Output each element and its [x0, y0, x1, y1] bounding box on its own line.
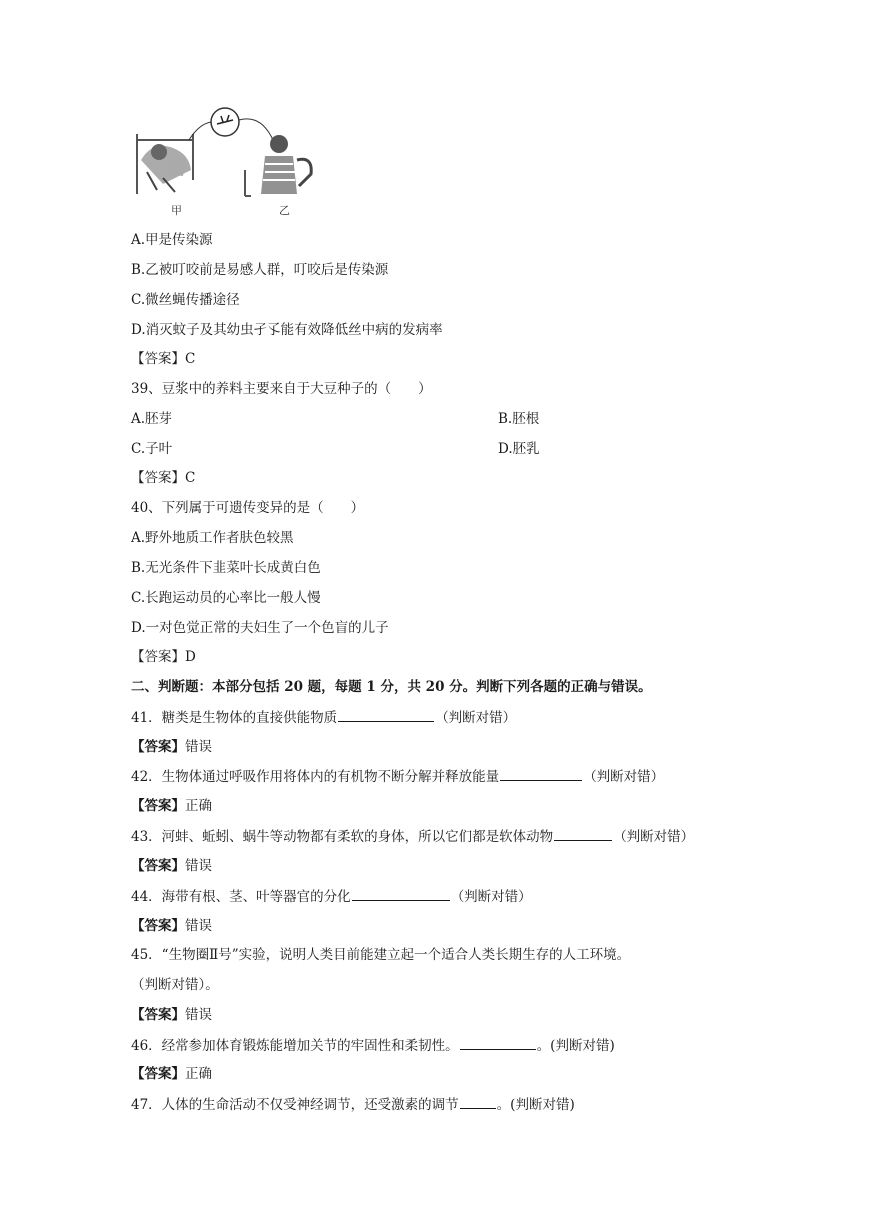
q42-answer: [131, 796, 212, 816]
q40-option-a: A.野外地质工作者肤色较黑: [131, 530, 294, 546]
q40-option-b: B.无光条件下韭菜叶长成黄白色: [131, 560, 321, 576]
q41-answer: [131, 737, 212, 757]
q47-line: [131, 1094, 575, 1115]
q45-stem-cont: （判断对错）。: [131, 977, 219, 993]
q41-answer-label: 【答案】: [131, 739, 185, 755]
figure-label-yi: 乙: [279, 204, 290, 217]
q46-stem: 46．经常参加体育锻炼能增加关节的牢固性和柔韧性。: [131, 1038, 459, 1054]
q38-option-c: C.微丝蝇传播途径: [131, 292, 240, 308]
q43-answer-value: 错误: [185, 858, 212, 874]
q39-stem: 39、豆浆中的养料主要来自于大豆种子的（ ）: [131, 381, 432, 397]
q44-answer-value: 错误: [185, 918, 212, 934]
q43-line: [131, 826, 694, 847]
q43-answer-blank[interactable]: [554, 826, 612, 841]
mosquito-transmission-figure: [133, 100, 319, 220]
q40-answer: 【答案】D: [131, 649, 196, 665]
q45-answer-label: 【答案】: [131, 1007, 185, 1023]
q38-option-a: A.甲是传染源: [131, 232, 213, 248]
q41-answer-value: 错误: [185, 739, 212, 755]
q43-answer-label: 【答案】: [131, 858, 185, 874]
q42-answer-value: 正确: [185, 798, 212, 814]
q42-line: [131, 766, 664, 787]
q45-answer: [131, 1005, 212, 1025]
q44-stem: 44．海带有根、茎、叶等器官的分化: [131, 889, 351, 905]
q40-stem: 40、下列属于可遗传变异的是（ ）: [131, 500, 365, 516]
q44-answer-label: 【答案】: [131, 918, 185, 934]
q41-suffix: （判断对错）: [435, 710, 517, 726]
q42-suffix: （判断对错）: [583, 769, 665, 785]
q39-option-a: A.胚芽: [131, 411, 173, 427]
q39-option-d: D.胚乳: [498, 441, 540, 457]
q47-stem: 47．人体的生命活动不仅受神经调节，还受激素的调节: [131, 1097, 459, 1113]
q41-answer-blank[interactable]: [338, 707, 434, 722]
q38-option-d: D.消灭蚊子及其幼虫孑孓能有效降低丝中病的发病率: [131, 322, 443, 338]
q40-option-c: C.长跑运动员的心率比一般人慢: [131, 590, 321, 606]
q47-suffix: 。(判断对错): [496, 1097, 575, 1113]
q47-answer-blank[interactable]: [460, 1094, 496, 1109]
q43-suffix: （判断对错）: [613, 829, 695, 845]
q46-answer-value: 正确: [185, 1066, 212, 1082]
figure-label-jia: 甲: [171, 204, 182, 217]
q42-stem: 42．生物体通过呼吸作用将体内的有机物不断分解并释放能量: [131, 769, 500, 785]
q40-option-d: D.一对色觉正常的夫妇生了一个色盲的儿子: [131, 620, 389, 636]
q44-line: [131, 886, 532, 907]
q39-answer: 【答案】C: [131, 470, 196, 486]
q41-stem: 41．糖类是生物体的直接供能物质: [131, 710, 338, 726]
q39-option-c: C.子叶: [131, 441, 173, 457]
q46-answer: [131, 1064, 212, 1084]
q45-stem: 45．“生物圈Ⅱ号”实验，说明人类目前能建立起一个适合人类长期生存的人工环境。: [131, 947, 631, 963]
section2-heading: 二、判断题：本部分包括 20 题，每题 1 分，共 20 分。判断下列各题的正确与错误。: [131, 679, 652, 695]
q44-answer: [131, 916, 212, 936]
q38-option-b: B.乙被叮咬前是易感人群，叮咬后是传染源: [131, 262, 389, 278]
q42-answer-label: 【答案】: [131, 798, 185, 814]
q43-answer: [131, 856, 212, 876]
q41-line: [131, 707, 516, 728]
q46-suffix: 。(判断对错): [536, 1038, 615, 1054]
q38-answer: 【答案】C: [131, 351, 196, 367]
q39-option-b: B.胚根: [498, 411, 540, 427]
q43-stem: 43．河蚌、蚯蚓、蜗牛等动物都有柔软的身体，所以它们都是软体动物: [131, 829, 554, 845]
q46-answer-blank[interactable]: [460, 1035, 536, 1050]
q44-answer-blank[interactable]: [352, 886, 450, 901]
q46-answer-label: 【答案】: [131, 1066, 185, 1082]
q46-line: [131, 1035, 615, 1056]
q44-suffix: （判断对错）: [450, 889, 532, 905]
q42-answer-blank[interactable]: [500, 766, 582, 781]
q45-answer-value: 错误: [185, 1007, 212, 1023]
